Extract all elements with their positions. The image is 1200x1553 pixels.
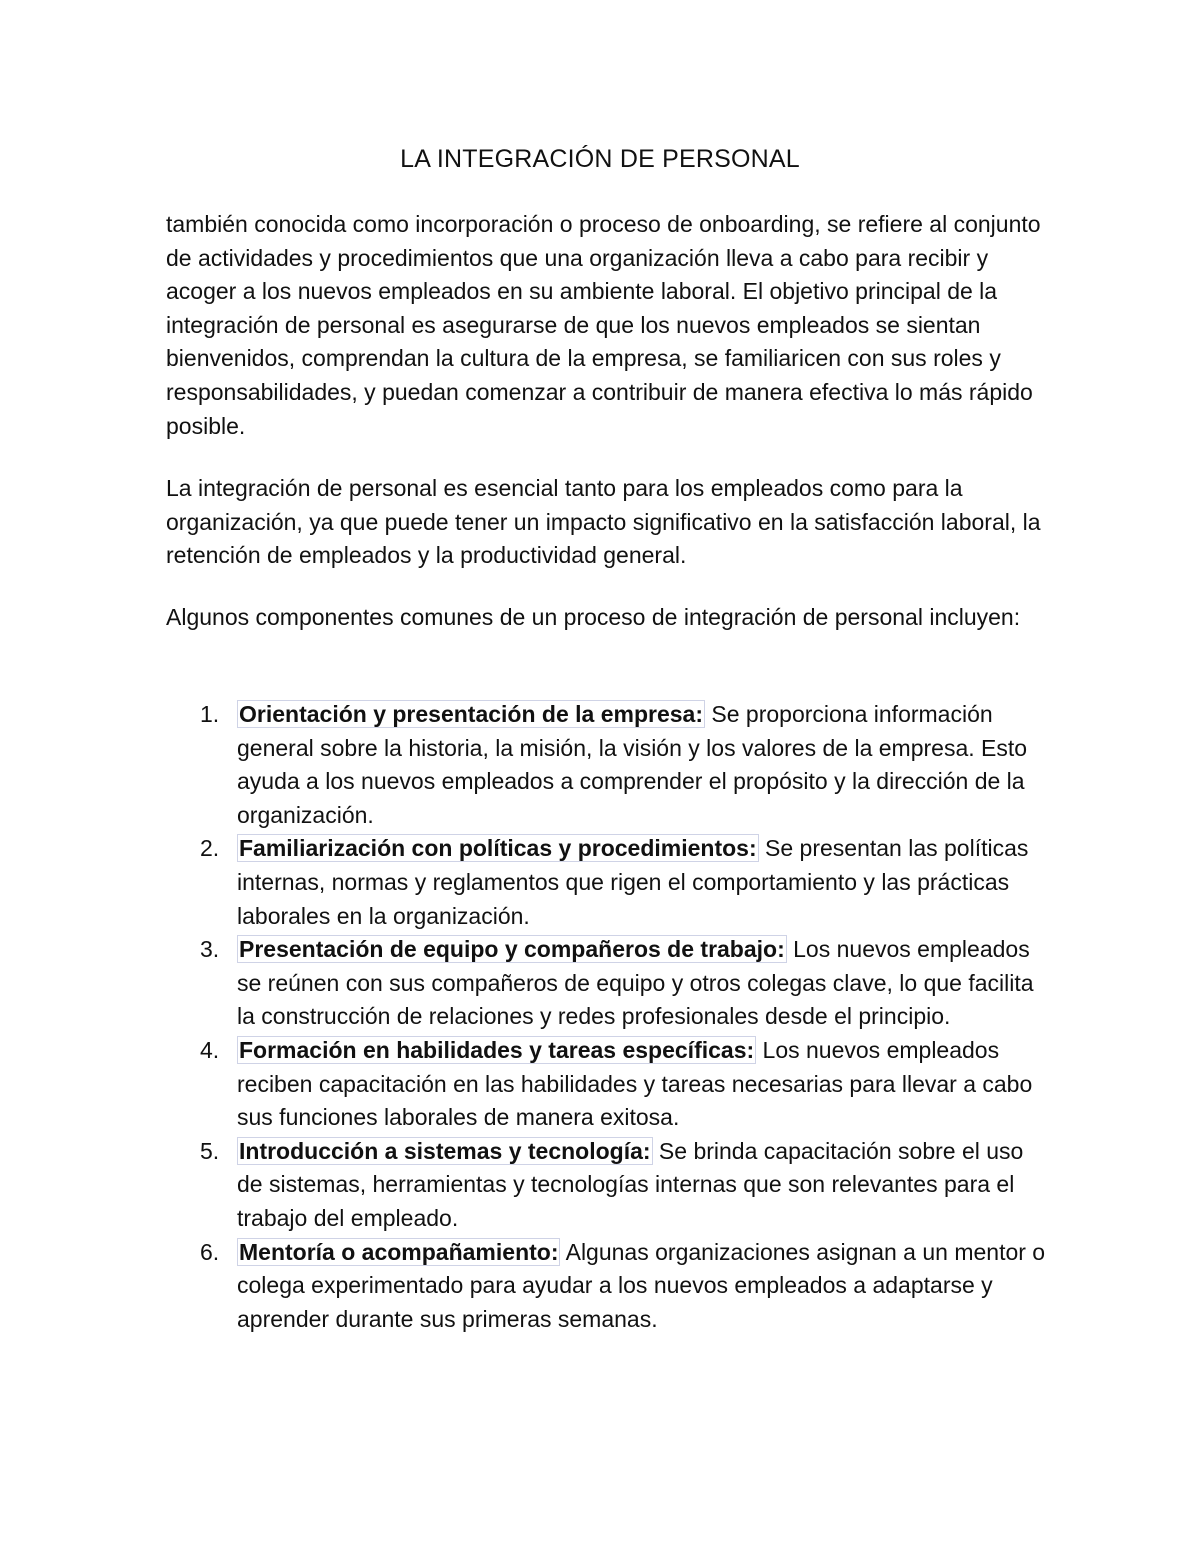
list-item-number: 2. [200, 835, 220, 862]
list-item-term: Presentación de equipo y compañeros de trabajo: [239, 936, 785, 963]
list-item [166, 933, 1046, 1034]
list-item [166, 698, 1046, 832]
list-item [166, 832, 1046, 933]
list-item-term: Introducción a sistemas y tecnología: [239, 1137, 651, 1164]
importance-paragraph: La integración de personal es esencial tanto para los empleados como para la organización, ya que puede tener un impacto significativo en la satisfacción laboral, la retención de empleados y la productividad general. [166, 475, 1041, 569]
list-item-text: Se brinda capacitación sobre el uso de sistemas, herramientas y tecnologías internas que son relevantes para el trabajo del empleado. [237, 1137, 1024, 1231]
list-item-number: 3. [200, 936, 220, 963]
list-item-text: Se proporciona información general sobre la historia, la misión, la visión y los valores de la empresa. Esto ayuda a los nuevos empleados a comprender el propósito y la dirección de la organización. [237, 701, 1028, 828]
list-item-number: 1. [200, 701, 220, 727]
list-item [166, 1236, 1046, 1337]
list-item [166, 1135, 1046, 1236]
intro-paragraph: también conocida como incorporación o proceso de onboarding, se refiere al conjunto de actividades y procedimientos que una organización lleva a cabo para recibir y acoger a los nuevos empleados en su ambiente laboral. El objetivo principal de la integración de personal es asegurarse de que los nuevos empleados se sientan bienvenidos, comprendan la cultura de la empresa, se familiaricen con sus roles y responsabilidades, y puedan comenzar a contribuir de manera efectiva lo más rápido posible. [166, 211, 1041, 439]
list-item-term: Mentoría o acompañamiento: [239, 1238, 559, 1265]
list-item-number: 5. [200, 1137, 220, 1164]
list-item-term: Familiarización con políticas y procedimientos: [239, 835, 757, 862]
list-item-text: Los nuevos empleados se reúnen con sus compañeros de equipo y otros colegas clave, lo que facilita la construcción de relaciones y redes profesionales desde el principio. [237, 936, 1034, 1030]
list-item-number: 4. [200, 1036, 220, 1063]
list-item-text: Se presentan las políticas internas, normas y reglamentos que rigen el comportamiento y las prácticas laborales en la organización. [237, 835, 1029, 929]
list-item-text: Los nuevos empleados reciben capacitación en las habilidades y tareas necesarias para llevar a cabo sus funciones laborales de manera exitosa. [237, 1036, 1033, 1131]
list-item-term: Orientación y presentación de la empresa: [239, 701, 703, 727]
list-item-term: Formación en habilidades y tareas específicas: [239, 1036, 755, 1063]
components-intro-paragraph: Algunos componentes comunes de un proceso de integración de personal incluyen: [166, 604, 1021, 630]
list-item [166, 1034, 1046, 1135]
document-title: LA INTEGRACIÓN DE PERSONAL [400, 145, 800, 173]
list-item-text: Algunas organizaciones asignan a un mentor o colega experimentado para ayudar a los nuevos empleados a adaptarse y aprender durante sus primeras semanas. [237, 1238, 1046, 1332]
list-item-number: 6. [200, 1238, 220, 1265]
components-list [166, 698, 1046, 1336]
